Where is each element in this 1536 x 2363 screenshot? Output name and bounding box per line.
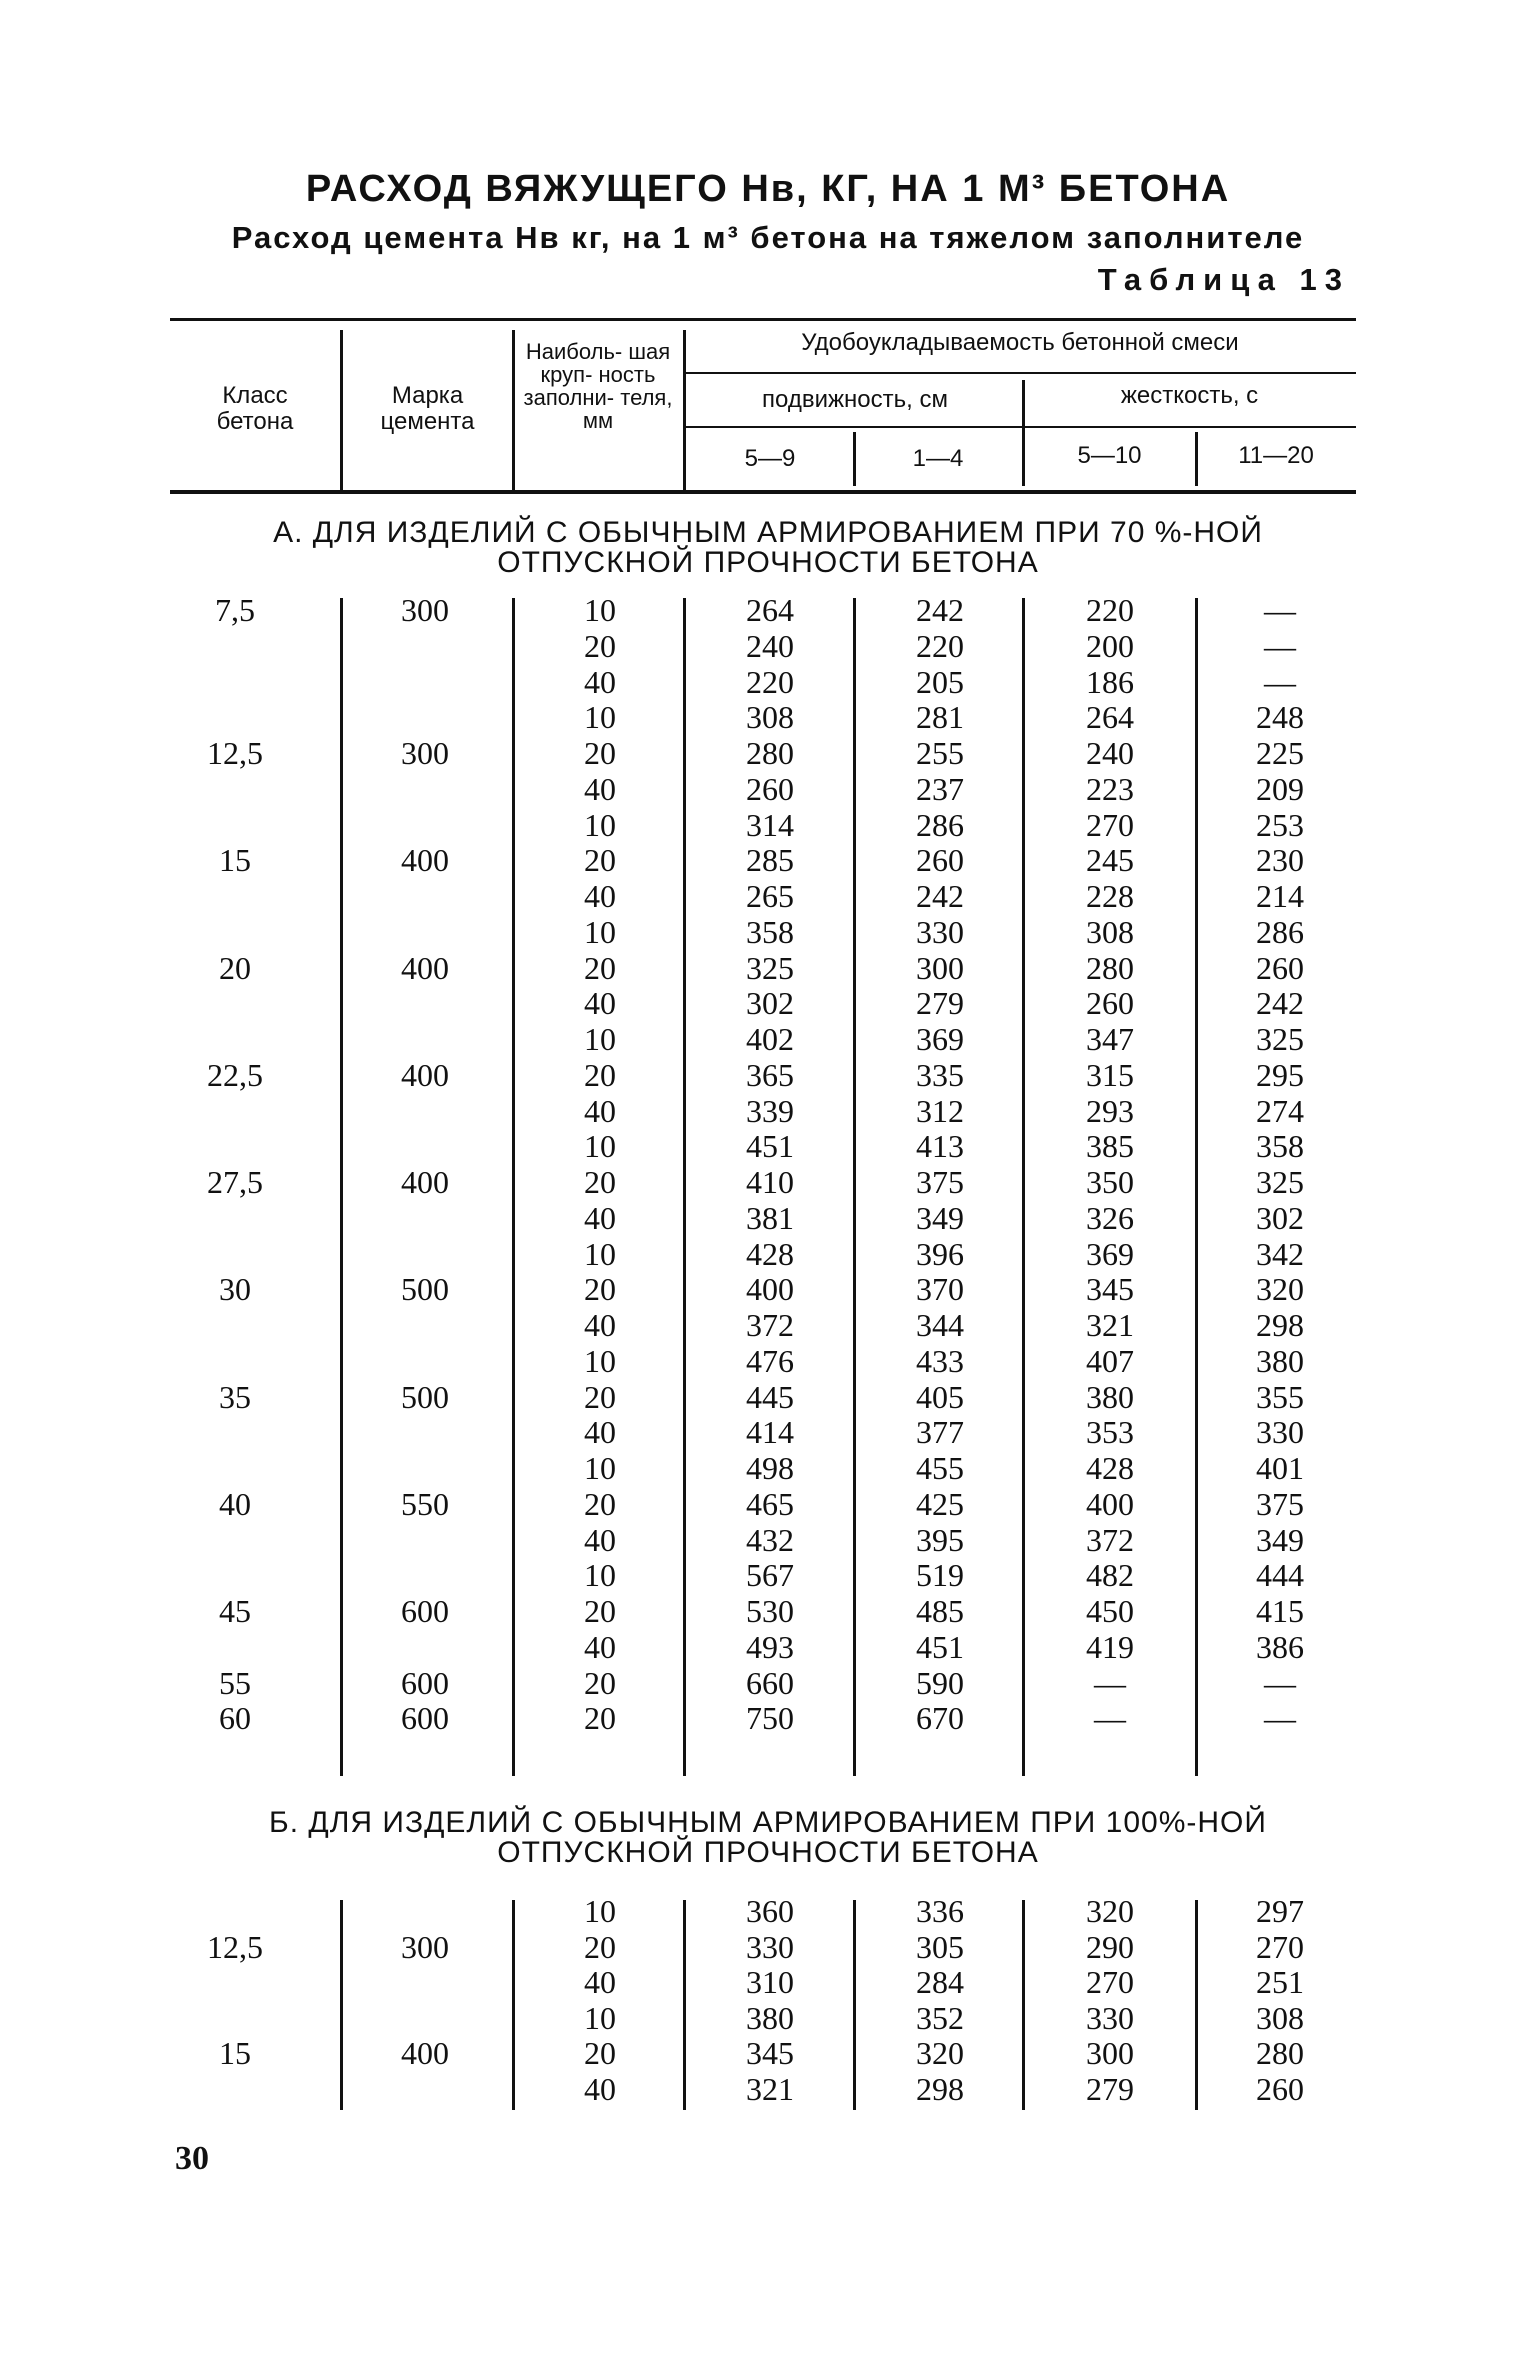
stiffness-5-10-cell: 450 (1086, 1593, 1134, 1629)
aggregate-cell: 40 (584, 770, 616, 807)
mobility-1-4-cell: 349 (916, 1199, 964, 1236)
aggregate-cell: 10 (584, 1557, 616, 1594)
table-row (0, 1414, 1536, 1450)
aggregate-cell: 20 (584, 1593, 616, 1629)
stiffness-5-10-cell: 260 (1086, 985, 1134, 1022)
mobility-5-9-cell: 360 (746, 1893, 794, 1929)
aggregate-cell: 20 (584, 735, 616, 771)
header-mobility: подвижность, см (762, 386, 948, 413)
section-b-heading: Б. ДЛЯ ИЗДЕЛИЙ С ОБЫЧНЫМ АРМИРОВАНИЕМ ПРИ 100%-НОЙ ОТПУСКНОЙ ПРОЧНОСТИ БЕТОНА (269, 1806, 1267, 1869)
aggregate-cell: 20 (584, 2035, 616, 2071)
mobility-5-9-cell: 325 (746, 949, 794, 986)
aggregate-cell: 20 (584, 1664, 616, 1701)
table-row (0, 1593, 1536, 1629)
stiffness-11-20-cell: — (1264, 1700, 1296, 1737)
stiffness-11-20-cell: 270 (1256, 1928, 1304, 1965)
stiffness-11-20-cell: 230 (1256, 842, 1304, 879)
mobility-1-4-cell: 242 (916, 592, 964, 628)
table-subtitle: Расход цемента Нв кг, на 1 м³ бетона на тяжелом заполнителе (231, 220, 1305, 255)
mobility-1-4-cell: 298 (916, 2070, 964, 2107)
mobility-1-4-cell: 284 (916, 1964, 964, 2000)
stiffness-5-10-cell: 419 (1086, 1628, 1134, 1665)
mobility-1-4-cell: 330 (916, 913, 964, 950)
mobility-1-4-cell: 336 (916, 1893, 964, 1929)
stiffness-11-20-cell: 295 (1256, 1056, 1304, 1093)
class-cell: 22,5 (207, 1056, 263, 1093)
table-row (0, 1164, 1536, 1200)
stiffness-11-20-cell: 330 (1256, 1414, 1304, 1451)
aggregate-cell: 10 (584, 913, 616, 950)
aggregate-cell: 10 (584, 699, 616, 736)
stiffness-5-10-cell: 223 (1086, 770, 1134, 807)
stiffness-11-20-cell: 444 (1256, 1557, 1304, 1594)
table-row (0, 1893, 1536, 1929)
header-cement: Марка цемента (380, 382, 475, 435)
aggregate-cell: 40 (584, 985, 616, 1022)
aggregate-cell: 40 (584, 1628, 616, 1665)
mobility-5-9-cell: 308 (746, 699, 794, 736)
stiffness-11-20-cell: 358 (1256, 1128, 1304, 1165)
mobility-1-4-cell: 375 (916, 1164, 964, 1200)
stiffness-11-20-cell: 325 (1256, 1164, 1304, 1200)
table-row (0, 1343, 1536, 1379)
mobility-1-4-cell: 485 (916, 1593, 964, 1629)
mobility-1-4-cell: 369 (916, 1021, 964, 1057)
class-cell: 45 (219, 1593, 251, 1629)
cement-cell: 550 (401, 1485, 449, 1522)
stiffness-5-10-cell: 321 (1086, 1307, 1134, 1343)
table-row (0, 664, 1536, 700)
stiffness-5-10-cell: 369 (1086, 1235, 1134, 1272)
cement-cell: 400 (401, 1056, 449, 1093)
stiffness-11-20-cell: 380 (1256, 1342, 1304, 1379)
stiffness-5-10-cell: 280 (1086, 949, 1134, 986)
stiffness-11-20-cell: 253 (1256, 806, 1304, 843)
table-row (0, 1964, 1536, 2000)
stiffness-11-20-cell: 260 (1256, 949, 1304, 986)
aggregate-cell: 40 (584, 1521, 616, 1558)
mobility-1-4-cell: 451 (916, 1628, 964, 1665)
stiffness-11-20-cell: 209 (1256, 770, 1304, 807)
table-row (0, 1450, 1536, 1486)
cement-cell: 300 (401, 1928, 449, 1965)
aggregate-cell: 20 (584, 1056, 616, 1093)
stiffness-11-20-cell: 320 (1256, 1271, 1304, 1308)
aggregate-cell: 10 (584, 1235, 616, 1272)
page-number: 30 (175, 2140, 209, 2177)
mobility-1-4-cell: 305 (916, 1928, 964, 1965)
aggregate-cell: 20 (584, 1378, 616, 1415)
aggregate-cell: 10 (584, 1450, 616, 1486)
stiffness-11-20-cell: 401 (1256, 1450, 1304, 1486)
stiffness-5-10-cell: 308 (1086, 913, 1134, 950)
stiffness-11-20-cell: 349 (1256, 1521, 1304, 1558)
mobility-5-9-cell: 285 (746, 842, 794, 879)
class-cell: 55 (219, 1664, 251, 1701)
mobility-5-9-cell: 220 (746, 663, 794, 700)
stiffness-5-10-cell: 482 (1086, 1557, 1134, 1594)
mobility-1-4-cell: 396 (916, 1235, 964, 1272)
stiffness-11-20-cell: 302 (1256, 1199, 1304, 1236)
stiffness-5-10-cell: 347 (1086, 1021, 1134, 1057)
table-row (0, 878, 1536, 914)
aggregate-cell: 20 (584, 1164, 616, 1200)
cement-cell: 600 (401, 1593, 449, 1629)
stiffness-11-20-cell: — (1264, 663, 1296, 700)
class-cell: 12,5 (207, 1928, 263, 1965)
header-class: Класс бетона (216, 382, 294, 435)
mobility-5-9-cell: 339 (746, 1092, 794, 1129)
mobility-5-9-cell: 567 (746, 1557, 794, 1594)
mobility-1-4-cell: 286 (916, 806, 964, 843)
mobility-1-4-cell: 320 (916, 2035, 964, 2071)
mobility-5-9-cell: 445 (746, 1378, 794, 1415)
stiffness-5-10-cell: 228 (1086, 878, 1134, 914)
mobility-5-9-cell: 498 (746, 1450, 794, 1486)
header-stiffness-5-10: 5—10 (1077, 442, 1142, 469)
mobility-5-9-cell: 451 (746, 1128, 794, 1165)
table-row (0, 1629, 1536, 1665)
mobility-5-9-cell: 280 (746, 735, 794, 771)
stiffness-11-20-cell: 342 (1256, 1235, 1304, 1272)
table-row (0, 1128, 1536, 1164)
aggregate-cell: 40 (584, 878, 616, 914)
cement-cell: 500 (401, 1378, 449, 1415)
aggregate-cell: 10 (584, 1893, 616, 1929)
stiffness-5-10-cell: 279 (1086, 2070, 1134, 2107)
mobility-5-9-cell: 330 (746, 1928, 794, 1965)
cement-cell: 300 (401, 592, 449, 628)
header-workability: Удобоукладываемость бетонной смеси (801, 329, 1239, 356)
table-row (0, 1557, 1536, 1593)
header-stiffness: жесткость, с (1120, 382, 1259, 409)
mobility-1-4-cell: 205 (916, 663, 964, 700)
aggregate-cell: 10 (584, 592, 616, 628)
stiffness-5-10-cell: 293 (1086, 1092, 1134, 1129)
stiffness-5-10-cell: 270 (1086, 806, 1134, 843)
mobility-1-4-cell: 425 (916, 1485, 964, 1522)
table-row (0, 1200, 1536, 1236)
header-divider-5 (1022, 380, 1025, 486)
stiffness-5-10-cell: 353 (1086, 1414, 1134, 1451)
table-row (0, 2071, 1536, 2107)
mobility-1-4-cell: 590 (916, 1664, 964, 1701)
mobility-5-9-cell: 465 (746, 1485, 794, 1522)
header-divider-3 (683, 330, 686, 490)
stiffness-11-20-cell: 386 (1256, 1628, 1304, 1665)
header-divider-4 (853, 432, 856, 486)
mobility-1-4-cell: 242 (916, 878, 964, 914)
stiffness-5-10-cell: 380 (1086, 1378, 1134, 1415)
stiffness-11-20-cell: 375 (1256, 1485, 1304, 1522)
stiffness-11-20-cell: 248 (1256, 699, 1304, 736)
cement-cell: 400 (401, 842, 449, 879)
stiffness-11-20-cell: — (1264, 627, 1296, 664)
stiffness-5-10-cell: 350 (1086, 1164, 1134, 1200)
aggregate-cell: 40 (584, 1092, 616, 1129)
mobility-1-4-cell: 395 (916, 1521, 964, 1558)
aggregate-cell: 20 (584, 842, 616, 879)
mobility-5-9-cell: 260 (746, 770, 794, 807)
table-row (0, 1379, 1536, 1415)
mobility-5-9-cell: 530 (746, 1593, 794, 1629)
mobility-1-4-cell: 413 (916, 1128, 964, 1165)
mobility-5-9-cell: 264 (746, 592, 794, 628)
aggregate-cell: 40 (584, 1199, 616, 1236)
mobility-5-9-cell: 428 (746, 1235, 794, 1272)
table-row (0, 1700, 1536, 1736)
stiffness-11-20-cell: — (1264, 592, 1296, 628)
cement-cell: 400 (401, 2035, 449, 2071)
stiffness-5-10-cell: 345 (1086, 1271, 1134, 1308)
class-cell: 7,5 (215, 592, 255, 628)
mobility-5-9-cell: 414 (746, 1414, 794, 1451)
mobility-5-9-cell: 358 (746, 913, 794, 950)
aggregate-cell: 40 (584, 1414, 616, 1451)
aggregate-cell: 20 (584, 627, 616, 664)
class-cell: 40 (219, 1485, 251, 1522)
mobility-1-4-cell: 312 (916, 1092, 964, 1129)
stiffness-11-20-cell: 274 (1256, 1092, 1304, 1129)
stiffness-5-10-cell: 330 (1086, 1999, 1134, 2036)
stiffness-11-20-cell: 298 (1256, 1307, 1304, 1343)
cement-cell: 400 (401, 949, 449, 986)
stiffness-11-20-cell: 242 (1256, 985, 1304, 1022)
table-row (0, 771, 1536, 807)
mobility-1-4-cell: 405 (916, 1378, 964, 1415)
stiffness-11-20-cell: — (1264, 1664, 1296, 1701)
stiffness-5-10-cell: 186 (1086, 663, 1134, 700)
stiffness-5-10-cell: 385 (1086, 1128, 1134, 1165)
stiffness-5-10-cell: 372 (1086, 1521, 1134, 1558)
stiffness-5-10-cell: 400 (1086, 1485, 1134, 1522)
mobility-1-4-cell: 344 (916, 1307, 964, 1343)
header-divider-1 (340, 330, 343, 490)
mobility-5-9-cell: 400 (746, 1271, 794, 1308)
stiffness-11-20-cell: 225 (1256, 735, 1304, 771)
aggregate-cell: 20 (584, 1928, 616, 1965)
table-row (0, 1307, 1536, 1343)
stiffness-11-20-cell: 325 (1256, 1021, 1304, 1057)
mobility-5-9-cell: 750 (746, 1700, 794, 1737)
stiffness-11-20-cell: 355 (1256, 1378, 1304, 1415)
stiffness-11-20-cell: 214 (1256, 878, 1304, 914)
stiffness-5-10-cell: — (1094, 1700, 1126, 1737)
mobility-5-9-cell: 372 (746, 1307, 794, 1343)
header-bottom-rule (170, 490, 1356, 494)
stiffness-5-10-cell: 264 (1086, 699, 1134, 736)
aggregate-cell: 40 (584, 1307, 616, 1343)
mobility-5-9-cell: 402 (746, 1021, 794, 1057)
class-cell: 35 (219, 1378, 251, 1415)
stiffness-5-10-cell: 200 (1086, 627, 1134, 664)
header-aggregate: Наиболь- шая круп- ность заполни- теля, мм (523, 339, 673, 433)
stiffness-5-10-cell: 290 (1086, 1928, 1134, 1965)
table-row (0, 1021, 1536, 1057)
stiffness-5-10-cell: 220 (1086, 592, 1134, 628)
stiffness-11-20-cell: 297 (1256, 1893, 1304, 1929)
stiffness-11-20-cell: 308 (1256, 1999, 1304, 2036)
stiffness-5-10-cell: — (1094, 1664, 1126, 1701)
table-row (0, 2000, 1536, 2036)
stiffness-5-10-cell: 428 (1086, 1450, 1134, 1486)
mobility-5-9-cell: 380 (746, 1999, 794, 2036)
stiffness-5-10-cell: 245 (1086, 842, 1134, 879)
aggregate-cell: 20 (584, 949, 616, 986)
mobility-5-9-cell: 321 (746, 2070, 794, 2107)
aggregate-cell: 10 (584, 1128, 616, 1165)
stiffness-11-20-cell: 251 (1256, 1964, 1304, 2000)
mobility-5-9-cell: 410 (746, 1164, 794, 1200)
cement-cell: 600 (401, 1700, 449, 1737)
table-row (0, 1929, 1536, 1965)
table-row (0, 1665, 1536, 1701)
stiffness-11-20-cell: 286 (1256, 913, 1304, 950)
stiffness-5-10-cell: 300 (1086, 2035, 1134, 2071)
mobility-5-9-cell: 240 (746, 627, 794, 664)
stiffness-11-20-cell: 260 (1256, 2070, 1304, 2107)
header-rule-workability (683, 372, 1356, 374)
stiffness-5-10-cell: 320 (1086, 1893, 1134, 1929)
table-row (0, 1486, 1536, 1522)
mobility-5-9-cell: 476 (746, 1342, 794, 1379)
stiffness-5-10-cell: 270 (1086, 1964, 1134, 2000)
mobility-5-9-cell: 265 (746, 878, 794, 914)
mobility-5-9-cell: 381 (746, 1199, 794, 1236)
mobility-5-9-cell: 660 (746, 1664, 794, 1701)
aggregate-cell: 40 (584, 2070, 616, 2107)
header-divider-2 (512, 330, 515, 490)
section-a-heading: А. ДЛЯ ИЗДЕЛИЙ С ОБЫЧНЫМ АРМИРОВАНИЕМ ПРИ 70 %-НОЙ ОТПУСКНОЙ ПРОЧНОСТИ БЕТОНА (273, 516, 1263, 579)
class-cell: 30 (219, 1271, 251, 1308)
mobility-1-4-cell: 300 (916, 949, 964, 986)
mobility-5-9-cell: 302 (746, 985, 794, 1022)
stiffness-11-20-cell: 415 (1256, 1593, 1304, 1629)
table-row (0, 1271, 1536, 1307)
page-title: РАСХОД ВЯЖУЩЕГО Нв, КГ, НА 1 М³ БЕТОНА (305, 168, 1231, 210)
mobility-1-4-cell: 433 (916, 1342, 964, 1379)
table-row (0, 628, 1536, 664)
mobility-1-4-cell: 352 (916, 1999, 964, 2036)
aggregate-cell: 40 (584, 663, 616, 700)
stiffness-5-10-cell: 240 (1086, 735, 1134, 771)
aggregate-cell: 20 (584, 1271, 616, 1308)
mobility-5-9-cell: 432 (746, 1521, 794, 1558)
mobility-1-4-cell: 370 (916, 1271, 964, 1308)
stiffness-11-20-cell: 280 (1256, 2035, 1304, 2071)
cement-cell: 300 (401, 735, 449, 771)
mobility-5-9-cell: 345 (746, 2035, 794, 2071)
table-row (0, 1093, 1536, 1129)
table-row (0, 2035, 1536, 2071)
table-row (0, 699, 1536, 735)
mobility-1-4-cell: 281 (916, 699, 964, 736)
header-mobility-1-4: 1—4 (912, 445, 964, 472)
mobility-1-4-cell: 455 (916, 1450, 964, 1486)
header-rule-subgroups (683, 426, 1356, 428)
header-divider-6 (1195, 432, 1198, 486)
table-row (0, 914, 1536, 950)
table-row (0, 1236, 1536, 1272)
table-number: Таблица 13 (1097, 262, 1350, 297)
header-stiffness-11-20: 11—20 (1238, 442, 1314, 469)
header-mobility-5-9: 5—9 (744, 445, 796, 472)
mobility-5-9-cell: 310 (746, 1964, 794, 2000)
mobility-5-9-cell: 493 (746, 1628, 794, 1665)
stiffness-5-10-cell: 407 (1086, 1342, 1134, 1379)
mobility-1-4-cell: 237 (916, 770, 964, 807)
class-cell: 12,5 (207, 735, 263, 771)
aggregate-cell: 40 (584, 1964, 616, 2000)
table-row (0, 735, 1536, 771)
cement-cell: 600 (401, 1664, 449, 1701)
mobility-1-4-cell: 335 (916, 1056, 964, 1093)
aggregate-cell: 10 (584, 1342, 616, 1379)
stiffness-5-10-cell: 315 (1086, 1056, 1134, 1093)
cement-cell: 400 (401, 1164, 449, 1200)
cement-cell: 500 (401, 1271, 449, 1308)
mobility-1-4-cell: 519 (916, 1557, 964, 1594)
mobility-1-4-cell: 255 (916, 735, 964, 771)
aggregate-cell: 10 (584, 1021, 616, 1057)
class-cell: 15 (219, 2035, 251, 2071)
table-row (0, 950, 1536, 986)
mobility-1-4-cell: 377 (916, 1414, 964, 1451)
aggregate-cell: 10 (584, 1999, 616, 2036)
table-row (0, 1522, 1536, 1558)
table-row (0, 807, 1536, 843)
mobility-1-4-cell: 670 (916, 1700, 964, 1737)
class-cell: 27,5 (207, 1164, 263, 1200)
mobility-5-9-cell: 365 (746, 1056, 794, 1093)
table-row (0, 1057, 1536, 1093)
mobility-1-4-cell: 220 (916, 627, 964, 664)
class-cell: 20 (219, 949, 251, 986)
class-cell: 15 (219, 842, 251, 879)
mobility-5-9-cell: 314 (746, 806, 794, 843)
aggregate-cell: 20 (584, 1485, 616, 1522)
aggregate-cell: 10 (584, 806, 616, 843)
mobility-1-4-cell: 260 (916, 842, 964, 879)
table-row (0, 842, 1536, 878)
table-row (0, 985, 1536, 1021)
mobility-1-4-cell: 279 (916, 985, 964, 1022)
table-row (0, 592, 1536, 628)
stiffness-5-10-cell: 326 (1086, 1199, 1134, 1236)
aggregate-cell: 20 (584, 1700, 616, 1737)
header-top-rule (170, 318, 1356, 321)
class-cell: 60 (219, 1700, 251, 1737)
